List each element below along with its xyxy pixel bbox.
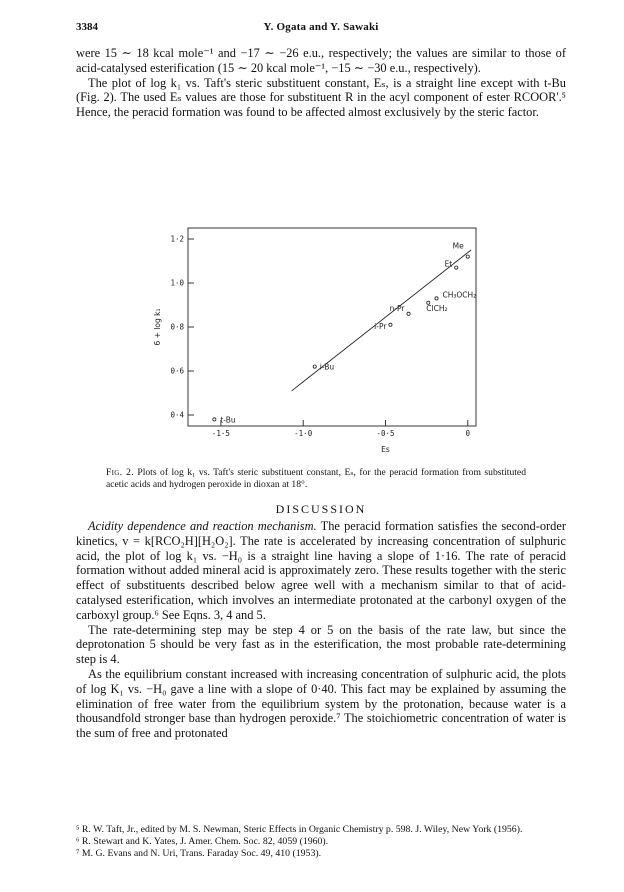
- data-point-label: t-Bu: [220, 415, 236, 425]
- data-point: [455, 266, 458, 269]
- y-axis-label: 6 + log k₁: [153, 308, 162, 346]
- footnote-5: ⁵ R. W. Taft, Jr., edited by M. S. Newman, Steric Effects in Organic Chemistry p. 598. J. Wiley, New York (1956).: [76, 824, 523, 835]
- data-point: [213, 418, 216, 421]
- data-point-label: i-Bu: [319, 362, 335, 372]
- page-number: 3384: [76, 21, 98, 33]
- data-point: [407, 312, 410, 315]
- section-title: DISCUSSION: [275, 502, 367, 516]
- data-point-label: CH₃OCH₂: [442, 290, 477, 300]
- plot-frame: [188, 228, 476, 426]
- paragraph-acidity: [76, 519, 566, 623]
- data-point-label: i-Pr: [374, 321, 387, 331]
- x-tick-label: -0·5: [376, 429, 395, 438]
- y-tick-label: 1·2: [170, 234, 184, 244]
- paragraph-rate-determining: The rate-determining step may be step 4 or 5 on the basis of the rate law, but since the deprotonation 5 should be very fast as in the esterification, the most probable rate-determining step is 4.: [76, 622, 566, 667]
- paragraph-taft-plot: The plot of log k₁ vs. Taft's steric substituent constant, Eₛ, is a straight line except with t-Bu (Fig. 2). The used Eₛ values are those for substituent R in the acyl component of ester RCOOR'.⁵ Hence, the peracid formation was found to be affected almost exclusively by the steric factor.: [76, 75, 566, 120]
- footnote-7: ⁷ M. G. Evans and N. Uri, Trans. Faraday Soc. 49, 410 (1953).: [76, 848, 322, 859]
- footnotes: [76, 824, 566, 860]
- data-point: [466, 255, 469, 258]
- data-point: [313, 365, 316, 368]
- body-text-top: [76, 46, 566, 120]
- figure-caption-label: Fig. 2.: [106, 467, 134, 478]
- body-text-discussion: [76, 519, 566, 741]
- y-tick-label: 0·6: [170, 366, 184, 376]
- paragraph-equilibrium: As the equilibrium constant increased with increasing concentration of sulphuric acid, the plots of log K₁ vs. −H₀ gave a line with a slope of 0·40. This fact may be explained by assuming the elimination of free water from the equilibrium system by the protonation, because water is a thousandfold stronger base than hydrogen peroxide.⁷ The stoichiometric concentration of water is the sum of free and protonated: [76, 666, 566, 741]
- footnote-6: ⁶ R. Stewart and K. Yates, J. Amer. Chem. Soc. 82, 4059 (1960).: [76, 836, 329, 847]
- paragraph-continuation: were 15 ∼ 18 kcal mole⁻¹ and −17 ∼ −26 e.u., respectively; the values are similar to those of acid-catalysed esterification (15 ∼ 20 kcal mole⁻¹, −15 ∼ −30 e.u., respectively).: [76, 46, 566, 75]
- figure-caption-text: Plots of log k₁ vs. Taft's steric substituent constant, Eₛ, for the peracid formation from substituted acetic acids and hydrogen peroxide in dioxan at 18°.: [106, 467, 526, 490]
- y-tick-label: 1·0: [170, 278, 184, 288]
- figure-2: [146, 218, 486, 462]
- running-head: [76, 21, 566, 37]
- data-point-label: Me: [452, 241, 464, 251]
- paragraph-heading: Acidity dependence and reaction mechanism.: [88, 519, 317, 533]
- data-point: [389, 323, 392, 326]
- es-plot-chart: [146, 218, 486, 462]
- data-point-label: Et: [444, 259, 453, 269]
- data-point: [435, 297, 438, 300]
- x-tick-label: 0: [465, 429, 471, 438]
- x-tick-label: -1·0: [294, 429, 313, 438]
- x-axis-label: Es: [381, 445, 390, 454]
- running-head-authors: Y. Ogata and Y. Sawaki: [263, 21, 379, 33]
- figure-caption: [106, 467, 526, 491]
- x-tick-label: -1·5: [211, 429, 230, 438]
- fit-line: [292, 250, 471, 391]
- paragraph-acidity-text: The peracid formation satisfies the second-order kinetics, v = k[RCO₂H][H₂O₂]. The rate is accelerated by increasing concentration of sulphuric acid, the plot of log k₁ vs. −H₀ is a straight line having a slope of 1·16. The rate of peracid formation without added mineral acid is approximately zero. These results together with the steric effect of substituents described below agree well with a mechanism similar to that of acid-catalysed esterification, which involves an intermediate protonated at the carbonyl oxygen of the carboxyl group.⁶ See Eqns. 3, 4 and 5.: [76, 519, 566, 622]
- data-point-label: n-Pr: [389, 303, 405, 313]
- y-tick-label: 0·8: [170, 322, 184, 332]
- y-tick-label: 0·4: [170, 410, 184, 420]
- data-point-label: ClCH₂: [426, 303, 448, 313]
